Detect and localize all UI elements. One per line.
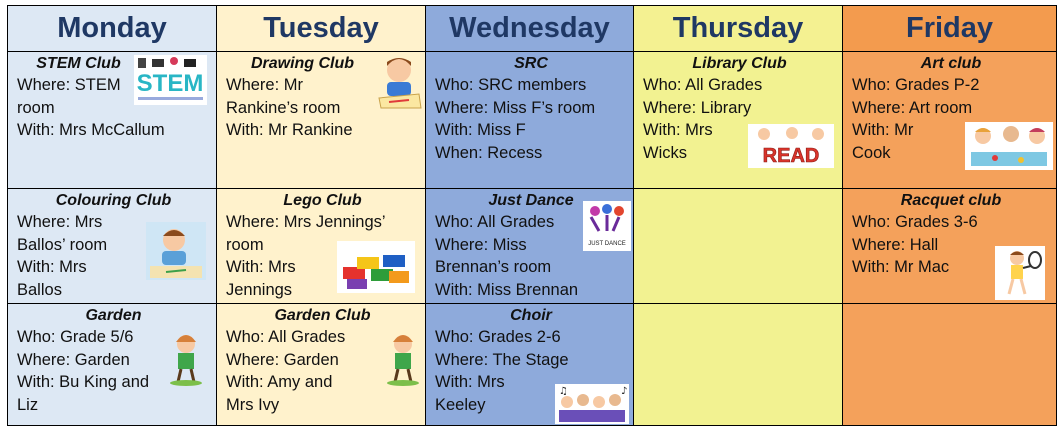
read-logo-text: READ	[762, 145, 820, 167]
club-where-cont: Rankine’s room	[226, 98, 341, 117]
club-where: Where: Hall	[852, 235, 939, 254]
club-title: STEM Club	[36, 55, 121, 72]
club-who: Who: All Grades	[226, 328, 346, 346]
club-with-cont: Keeley	[435, 396, 486, 415]
club-with: With: Miss Brennan	[435, 281, 579, 300]
club-where: Where: STEM	[17, 76, 121, 94]
club-where: Where: Garden	[17, 350, 130, 369]
club-where-cont: Ballos’ room	[17, 235, 108, 254]
club-cell-library	[634, 52, 843, 189]
club-where: Where: Garden	[226, 350, 339, 369]
empty-cell	[634, 189, 843, 304]
club-with: With: Amy and	[226, 373, 333, 392]
svg-text:♪: ♪	[621, 386, 628, 397]
club-who: Who: All Grades	[643, 76, 763, 94]
club-where: Where: Art room	[852, 98, 973, 117]
club-title: SRC	[514, 55, 548, 72]
club-cell-stem	[8, 52, 217, 189]
timetable-row	[8, 52, 1057, 189]
club-cell-garden	[8, 304, 217, 426]
club-cell-racquet	[843, 189, 1057, 304]
club-cell-drawing	[217, 52, 426, 189]
drawing-child-icon	[375, 54, 423, 110]
colouring-child-icon	[146, 222, 206, 280]
day-header-friday: Friday	[843, 6, 1057, 52]
club-title: Garden	[85, 307, 142, 324]
club-title: Library Club	[692, 55, 787, 72]
club-where-cont: Brennan’s room	[435, 258, 552, 277]
club-cell-choir	[426, 304, 634, 426]
club-who: Who: Grades 3-6	[852, 213, 978, 231]
club-with-cont: Cook	[852, 144, 891, 163]
club-with-cont: Jennings	[226, 281, 293, 300]
club-with: With: Mr Rankine	[226, 121, 353, 140]
club-title: Lego Club	[283, 192, 362, 209]
club-cell-just-dance	[426, 189, 634, 304]
club-cell-src	[426, 52, 634, 189]
just-dance-icon	[583, 201, 631, 251]
club-with: With: Miss F	[435, 121, 526, 140]
day-header-wednesday: Wednesday	[426, 6, 634, 52]
club-where: Where: Miss F’s room	[435, 98, 596, 117]
empty-cell	[634, 304, 843, 426]
stem-logo-text: STEM	[136, 70, 204, 97]
club-with-cont: Liz	[17, 396, 39, 415]
gardener-child-icon	[383, 330, 423, 386]
racquet-player-icon	[995, 246, 1045, 300]
club-where-cont: room	[17, 98, 55, 117]
club-cell-art	[843, 52, 1057, 189]
timetable-row	[8, 304, 1057, 426]
club-who: Who: All Grades	[435, 213, 555, 231]
club-title: Choir	[510, 307, 552, 324]
club-where: Where: Miss	[435, 235, 527, 254]
club-with: With: Mrs	[643, 121, 713, 140]
club-where: Where: Mr	[226, 76, 304, 94]
timetable-row	[8, 189, 1057, 304]
choir-music-icon	[555, 384, 629, 424]
club-when: When: Recess	[435, 144, 543, 163]
club-with: With: Mrs	[435, 373, 505, 392]
day-header-monday: Monday	[8, 6, 217, 52]
club-where: Where: Mrs	[17, 213, 103, 231]
club-where: Where: Library	[643, 98, 752, 117]
gardener-child-icon	[166, 330, 206, 386]
club-with: With: Mr	[852, 121, 914, 140]
club-who: Who: Grades P-2	[852, 76, 980, 94]
club-where-cont: room	[226, 235, 264, 254]
club-with: With: Mrs McCallum	[17, 121, 165, 140]
club-with: With: Bu King and	[17, 373, 150, 392]
club-title: Drawing Club	[250, 55, 355, 72]
club-who: Who: Grades 2-6	[435, 328, 561, 346]
stem-logo-icon	[134, 55, 207, 105]
art-children-icon	[965, 122, 1053, 170]
club-where: Where: Mrs Jennings’	[226, 213, 386, 231]
club-title: Colouring Club	[55, 192, 172, 209]
club-title: Garden Club	[274, 307, 371, 324]
club-title: Just Dance	[488, 192, 574, 209]
club-with-cont: Ballos	[17, 281, 62, 300]
header-row	[8, 6, 1057, 52]
lego-bricks-icon	[337, 241, 415, 293]
club-cell-colouring	[8, 189, 217, 304]
just-dance-logo-text: JUST DANCE	[588, 241, 626, 247]
club-cell-lego	[217, 189, 426, 304]
day-header-tuesday: Tuesday	[217, 6, 426, 52]
club-with: With: Mrs	[226, 258, 296, 277]
club-timetable	[7, 5, 1057, 426]
club-title: Art club	[920, 55, 982, 72]
club-with: With: Mrs	[17, 258, 87, 277]
club-with-cont: Mrs Ivy	[226, 396, 280, 415]
club-who: Who: Grade 5/6	[17, 328, 134, 346]
club-with-cont: Wicks	[643, 144, 687, 163]
club-cell-garden-club	[217, 304, 426, 426]
club-with: With: Mr Mac	[852, 258, 950, 277]
club-who: Who: SRC members	[435, 76, 587, 94]
day-header-thursday: Thursday	[634, 6, 843, 52]
svg-text:♫: ♫	[559, 386, 568, 397]
club-title: Racquet club	[900, 192, 1002, 209]
read-icon	[748, 124, 834, 168]
empty-cell	[843, 304, 1057, 426]
club-where: Where: The Stage	[435, 350, 569, 369]
